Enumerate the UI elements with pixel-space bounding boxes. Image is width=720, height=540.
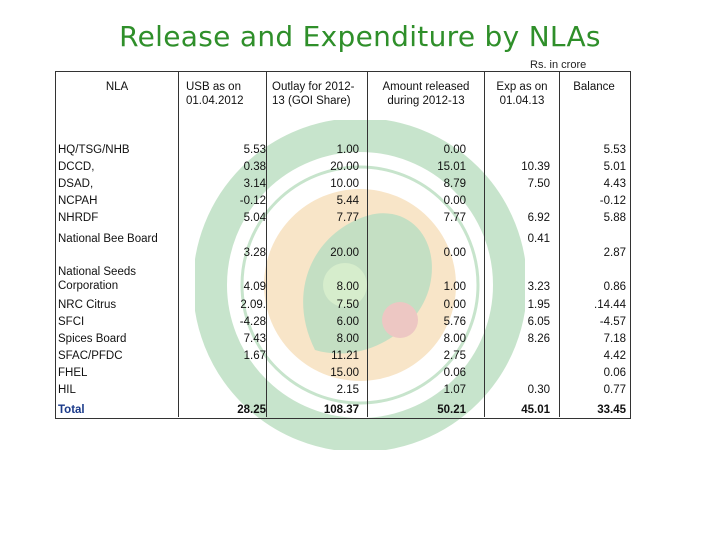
cell-released: 0.00 xyxy=(443,195,466,207)
cell-released: 15.01 xyxy=(437,161,466,173)
cell-outlay: 8.00 xyxy=(336,281,359,293)
cell-outlay: 5.44 xyxy=(336,195,359,207)
cell-outlay: 7.77 xyxy=(336,212,359,224)
column-divider xyxy=(559,71,560,417)
cell-released: 0.00 xyxy=(443,247,466,259)
column-divider xyxy=(484,71,485,417)
row-label: FHEL xyxy=(58,367,88,379)
header-exp: Exp as on 01.04.13 xyxy=(496,81,548,107)
cell-outlay: 2.15 xyxy=(336,384,359,396)
total-balance: 33.45 xyxy=(597,404,626,416)
cell-outlay: 8.00 xyxy=(336,333,359,345)
row-label: NRC Citrus xyxy=(58,299,117,311)
cell-exp: 8.26 xyxy=(527,333,550,345)
cell-released: 8.00 xyxy=(443,333,466,345)
header-balance: Balance xyxy=(573,81,615,93)
column-divider xyxy=(266,71,267,417)
cell-outlay: 1.00 xyxy=(336,144,359,156)
unit-note: Rs. in crore xyxy=(530,59,587,71)
cell-usb: 5.53 xyxy=(243,144,266,156)
row-label: NCPAH xyxy=(58,195,98,207)
header-outlay: Outlay for 2012-13 (GOI Share) xyxy=(272,81,355,107)
cell-balance: 4.42 xyxy=(603,350,626,362)
cell-usb: 3.28 xyxy=(243,247,266,259)
header-released: Amount released during 2012-13 xyxy=(382,81,470,107)
row-label: HIL xyxy=(58,384,76,396)
cell-outlay: 15.00 xyxy=(330,367,359,379)
cell-balance: 0.06 xyxy=(603,367,626,379)
row-label: DCCD, xyxy=(58,161,95,173)
cell-exp: 6.92 xyxy=(527,212,550,224)
row-label: National Seeds Corporation xyxy=(58,266,136,292)
cell-released: 0.00 xyxy=(443,144,466,156)
cell-balance: 5.01 xyxy=(603,161,626,173)
cell-released: 0.06 xyxy=(443,367,466,379)
cell-exp: 6.05 xyxy=(527,316,550,328)
cell-exp: 0.30 xyxy=(527,384,550,396)
cell-exp: 10.39 xyxy=(521,161,550,173)
column-divider xyxy=(178,71,179,417)
cell-exp: 3.23 xyxy=(527,281,550,293)
cell-released: 7.77 xyxy=(443,212,466,224)
cell-outlay: 6.00 xyxy=(336,316,359,328)
total-label: Total xyxy=(58,404,85,416)
cell-outlay: 20.00 xyxy=(330,247,359,259)
cell-usb: 3.14 xyxy=(243,178,266,190)
cell-released: 8.79 xyxy=(443,178,466,190)
slide-title: Release and Expenditure by NLAs xyxy=(119,20,601,53)
cell-balance: 2.87 xyxy=(603,247,626,259)
cell-exp: 0.41 xyxy=(527,233,550,245)
total-exp: 45.01 xyxy=(521,404,550,416)
row-label: Spices Board xyxy=(58,333,127,345)
row-label: DSAD, xyxy=(58,178,94,190)
row-label: SFAC/PFDC xyxy=(58,350,123,362)
cell-released: 1.00 xyxy=(443,281,466,293)
cell-balance: 5.88 xyxy=(603,212,626,224)
cell-outlay: 11.21 xyxy=(331,350,359,362)
cell-balance: 4.43 xyxy=(603,178,626,190)
header-usb: USB as on 01.04.2012 xyxy=(186,81,244,107)
cell-released: 2.75 xyxy=(443,350,466,362)
total-released: 50.21 xyxy=(437,404,466,416)
cell-outlay: 20.00 xyxy=(330,161,359,173)
cell-usb: -0.12 xyxy=(239,195,266,207)
cell-released: 0.00 xyxy=(443,299,466,311)
cell-balance: .14.44 xyxy=(594,299,626,311)
cell-released: 5.76 xyxy=(443,316,466,328)
row-label: HQ/TSG/NHB xyxy=(58,144,130,156)
cell-usb: 0.38 xyxy=(243,161,266,173)
cell-usb: -4.28 xyxy=(239,316,266,328)
cell-exp: 7.50 xyxy=(527,178,550,190)
cell-usb: 7.43 xyxy=(243,333,266,345)
header-nla: NLA xyxy=(105,81,129,93)
cell-balance: -4.57 xyxy=(599,316,626,328)
cell-balance: -0.12 xyxy=(599,195,626,207)
cell-balance: 0.77 xyxy=(603,384,626,396)
row-label: NHRDF xyxy=(58,212,99,224)
cell-outlay: 10.00 xyxy=(330,178,359,190)
cell-balance: 7.18 xyxy=(603,333,626,345)
total-usb: 28.25 xyxy=(237,404,266,416)
cell-usb: 1.67 xyxy=(243,350,266,362)
cell-balance: 0.86 xyxy=(603,281,626,293)
cell-usb: 5.04 xyxy=(243,212,266,224)
row-label: SFCI xyxy=(58,316,85,328)
cell-balance: 5.53 xyxy=(603,144,626,156)
cell-released: 1.07 xyxy=(443,384,466,396)
row-label: National Bee Board xyxy=(58,233,158,245)
column-divider xyxy=(367,71,368,417)
cell-usb: 4.09 xyxy=(243,281,266,293)
cell-exp: 1.95 xyxy=(527,299,550,311)
cell-outlay: 7.50 xyxy=(336,299,359,311)
total-outlay: 108.37 xyxy=(323,404,359,416)
cell-usb: 2.09. xyxy=(240,299,266,311)
